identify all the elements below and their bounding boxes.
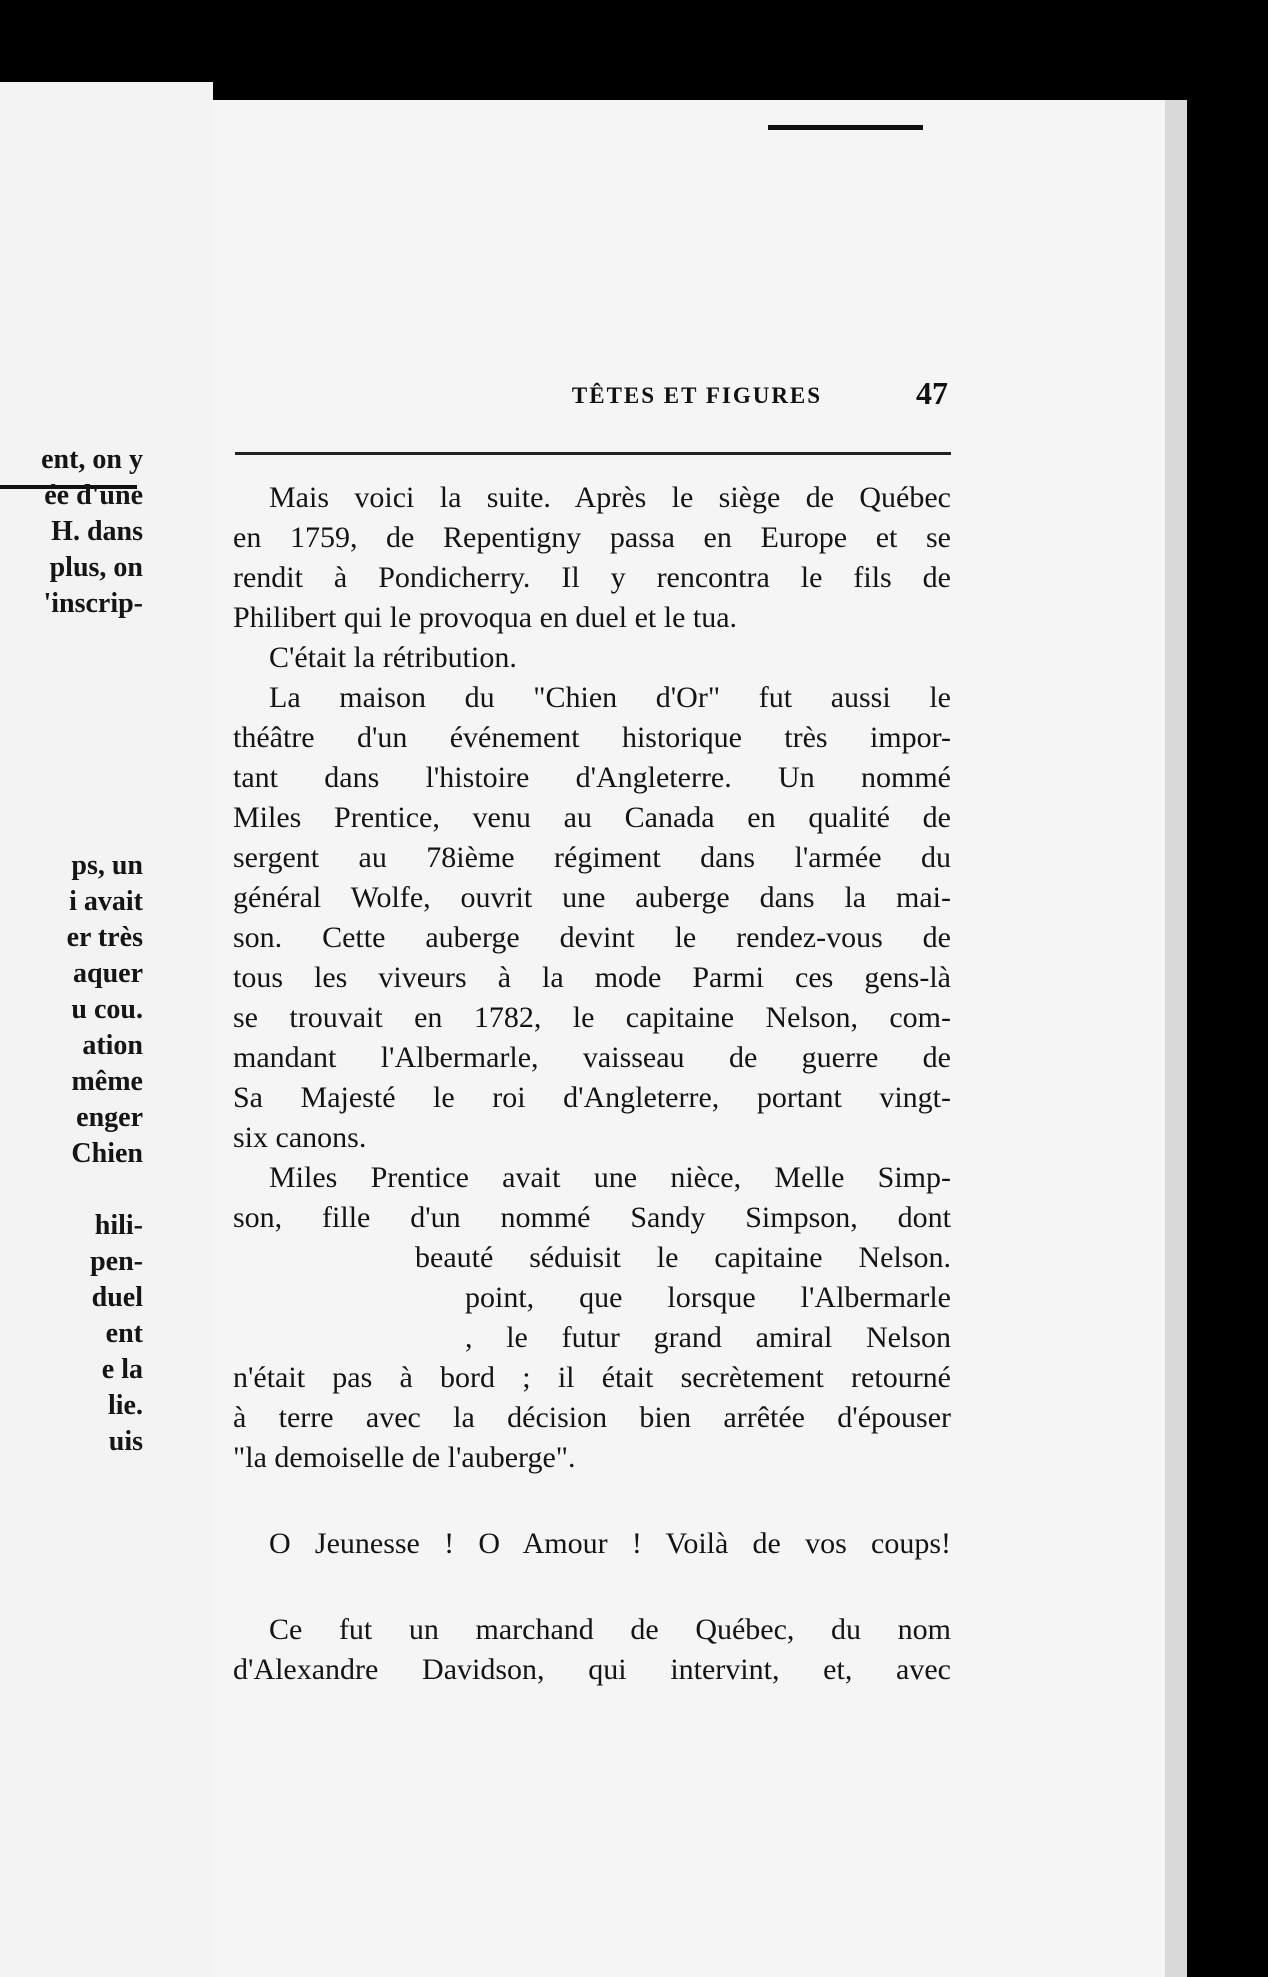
previous-page-line: ée d'une — [44, 480, 143, 511]
text-line: Miles Prentice avait une nièce, Melle Simp- — [269, 1161, 951, 1194]
text-line: rendit à Pondicherry. Il y rencontra le fils de — [233, 561, 951, 594]
header-rule — [235, 452, 951, 455]
previous-page-line: e la — [101, 1354, 143, 1385]
text-line: son, fille d'un nommé Sandy Simpson, dont — [233, 1201, 951, 1234]
previous-page-line: ent, on y — [41, 444, 143, 475]
previous-page — [0, 82, 213, 1977]
text-line: Sa Majesté le roi d'Angleterre, portant vingt- — [233, 1081, 951, 1114]
text-line: O Jeunesse ! O Amour ! Voilà de vos coups! — [269, 1527, 951, 1560]
text-line: en 1759, de Repentigny passa en Europe et se — [233, 521, 951, 554]
previous-page-line: er très — [66, 922, 143, 953]
running-head: TÊTES ET FIGURES — [571, 383, 823, 408]
text-line: tous les viveurs à la mode Parmi ces gens-là — [233, 961, 951, 994]
previous-page-line: 'inscrip- — [43, 588, 143, 619]
text-line: mandant l'Albermarle, vaisseau de guerre de — [233, 1041, 951, 1074]
text-line: tant dans l'histoire d'Angleterre. Un nommé — [233, 761, 951, 794]
text-line: son. Cette auberge devint le rendez-vous de — [233, 921, 951, 954]
text-line: beauté séduisit le capitaine Nelson. — [415, 1241, 951, 1274]
page-edge — [1165, 100, 1187, 1977]
previous-page-line: uis — [108, 1426, 143, 1457]
previous-page-line: hili- — [94, 1210, 143, 1241]
text-line: C'était la rétribution. — [269, 641, 517, 674]
text-line: Mais voici la suite. Après le siège de Québec — [269, 481, 951, 514]
previous-page-line: ps, un — [71, 850, 143, 881]
book-page — [213, 100, 1165, 1977]
previous-page-line: enger — [76, 1102, 143, 1133]
page-number: 47 — [916, 375, 948, 411]
text-line: d'Alexandre Davidson, qui intervint, et, avec — [233, 1653, 951, 1686]
text-line: se trouvait en 1782, le capitaine Nelson, com- — [233, 1001, 951, 1034]
previous-page-line: H. dans — [51, 516, 143, 547]
previous-page-line: duel — [91, 1282, 143, 1313]
text-line: Miles Prentice, venu au Canada en qualité de — [233, 801, 951, 834]
previous-page-line: plus, on — [49, 552, 143, 583]
previous-page-line: u cou. — [71, 994, 143, 1025]
text-line: six canons. — [233, 1121, 367, 1154]
previous-page-line: pen- — [90, 1246, 143, 1277]
previous-page-line: lie. — [108, 1390, 143, 1421]
top-rule — [768, 125, 923, 130]
text-line: "la demoiselle de l'auberge". — [233, 1441, 576, 1474]
previous-page-line: i avait — [69, 886, 143, 917]
text-line: à terre avec la décision bien arrêtée d'épouser — [233, 1401, 951, 1434]
previous-page-line: aquer — [73, 958, 143, 989]
previous-page-line: ation — [82, 1030, 143, 1061]
text-line: n'était pas à bord ; il était secrètement retourné — [233, 1361, 951, 1394]
text-line: point, que lorsque l'Albermarle — [465, 1281, 951, 1314]
text-line: théâtre d'un événement historique très impor- — [233, 721, 951, 754]
previous-page-line: ent — [105, 1318, 143, 1349]
text-line: Philibert qui le provoqua en duel et le tua. — [233, 601, 738, 634]
text-line: , le futur grand amiral Nelson — [465, 1321, 951, 1354]
text-line: Ce fut un marchand de Québec, du nom — [269, 1613, 951, 1646]
text-line: sergent au 78ième régiment dans l'armée du — [233, 841, 951, 874]
text-line: La maison du "Chien d'Or" fut aussi le — [269, 681, 951, 714]
previous-page-line: même — [71, 1066, 143, 1097]
previous-page-line: Chien — [71, 1138, 143, 1169]
text-line: général Wolfe, ouvrit une auberge dans la mai- — [233, 881, 951, 914]
